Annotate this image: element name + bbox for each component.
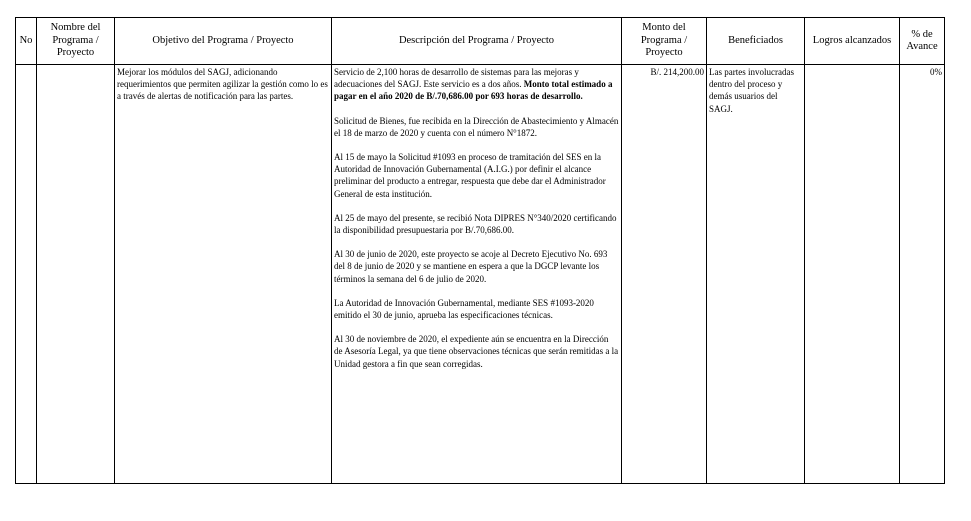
cell-monto: B/. 214,200.00: [622, 65, 707, 484]
table-row: [16, 65, 945, 484]
program-table: [15, 17, 945, 484]
header-row: [16, 18, 945, 65]
cell-logros: [805, 65, 900, 484]
descripcion-paragraph-6: La Autoridad de Innovación Gubernamental, mediante SES #1093-2020 emitido el 30 de junio, aprueba las especificaciones técnicas.: [334, 297, 594, 321]
descripcion-paragraph-4: Al 25 de mayo del presente, se recibió Nota DIPRES N°340/2020 certificando la disponibilidad presupuestaria por B/.70,686.00.: [334, 212, 617, 236]
header-logros: Logros alcanzados: [805, 18, 900, 65]
cell-avance: 0%: [900, 65, 945, 484]
cell-beneficiados: Las partes involucradas dentro del proceso y demás usuarios del SAGJ.: [707, 65, 805, 484]
header-objetivo: Objetivo del Programa / Proyecto: [115, 18, 332, 65]
cell-no: [16, 65, 37, 484]
descripcion-paragraph-7: Al 30 de noviembre de 2020, el expediente aún se encuentra en la Dirección de Asesoría Legal, ya que tiene observaciones técnicas que serán remitidas a la Unidad gestora a fin que sean corregidas.: [334, 334, 619, 369]
descripcion-paragraph-1: [334, 66, 619, 103]
header-no: No: [16, 18, 37, 65]
descripcion-p1-bold: Monto total estimado a pagar en el año 2020 de B/.70,686.00 por 693 horas de desarrollo.: [334, 79, 613, 102]
descripcion-p1-text: Servicio de 2,100 horas de desarrollo de sistemas para las mejoras y adecuaciones del SAGJ. Este servicio es a dos años.: [334, 67, 579, 90]
cell-nombre: [37, 65, 115, 484]
header-nombre: Nombre del Programa / Proyecto: [37, 18, 115, 65]
header-avance: % de Avance: [900, 18, 945, 65]
header-beneficiados: Beneficiados: [707, 18, 805, 65]
descripcion-paragraph-5: Al 30 de junio de 2020, este proyecto se acoje al Decreto Ejecutivo No. 693 del 8 de junio de 2020 y se mantiene en espera a que la DGCP levante los términos la semana del 6 de julio de 2020.: [334, 249, 608, 284]
cell-objetivo: Mejorar los módulos del SAGJ, adicionando requerimientos que permiten agilizar la gestión como lo es a través de alertas de notificación para las partes.: [115, 65, 332, 484]
header-descripcion: Descripción del Programa / Proyecto: [332, 18, 622, 65]
descripcion-paragraph-3: Al 15 de mayo la Solicitud #1093 en proceso de tramitación del SES en la Autoridad de Innovación Gubernamental (A.I.G.) por definir el alcance preliminar del producto a entregar, respuesta que debe dar el Administrador General de esta institución.: [334, 152, 606, 199]
descripcion-paragraph-2: Solicitud de Bienes, fue recibida en la Dirección de Abastecimiento y Almacén el 18 de marzo de 2020 y cuenta con el número N°1872.: [334, 115, 619, 138]
header-monto: Monto del Programa / Proyecto: [622, 18, 707, 65]
cell-descripcion: [332, 65, 622, 484]
